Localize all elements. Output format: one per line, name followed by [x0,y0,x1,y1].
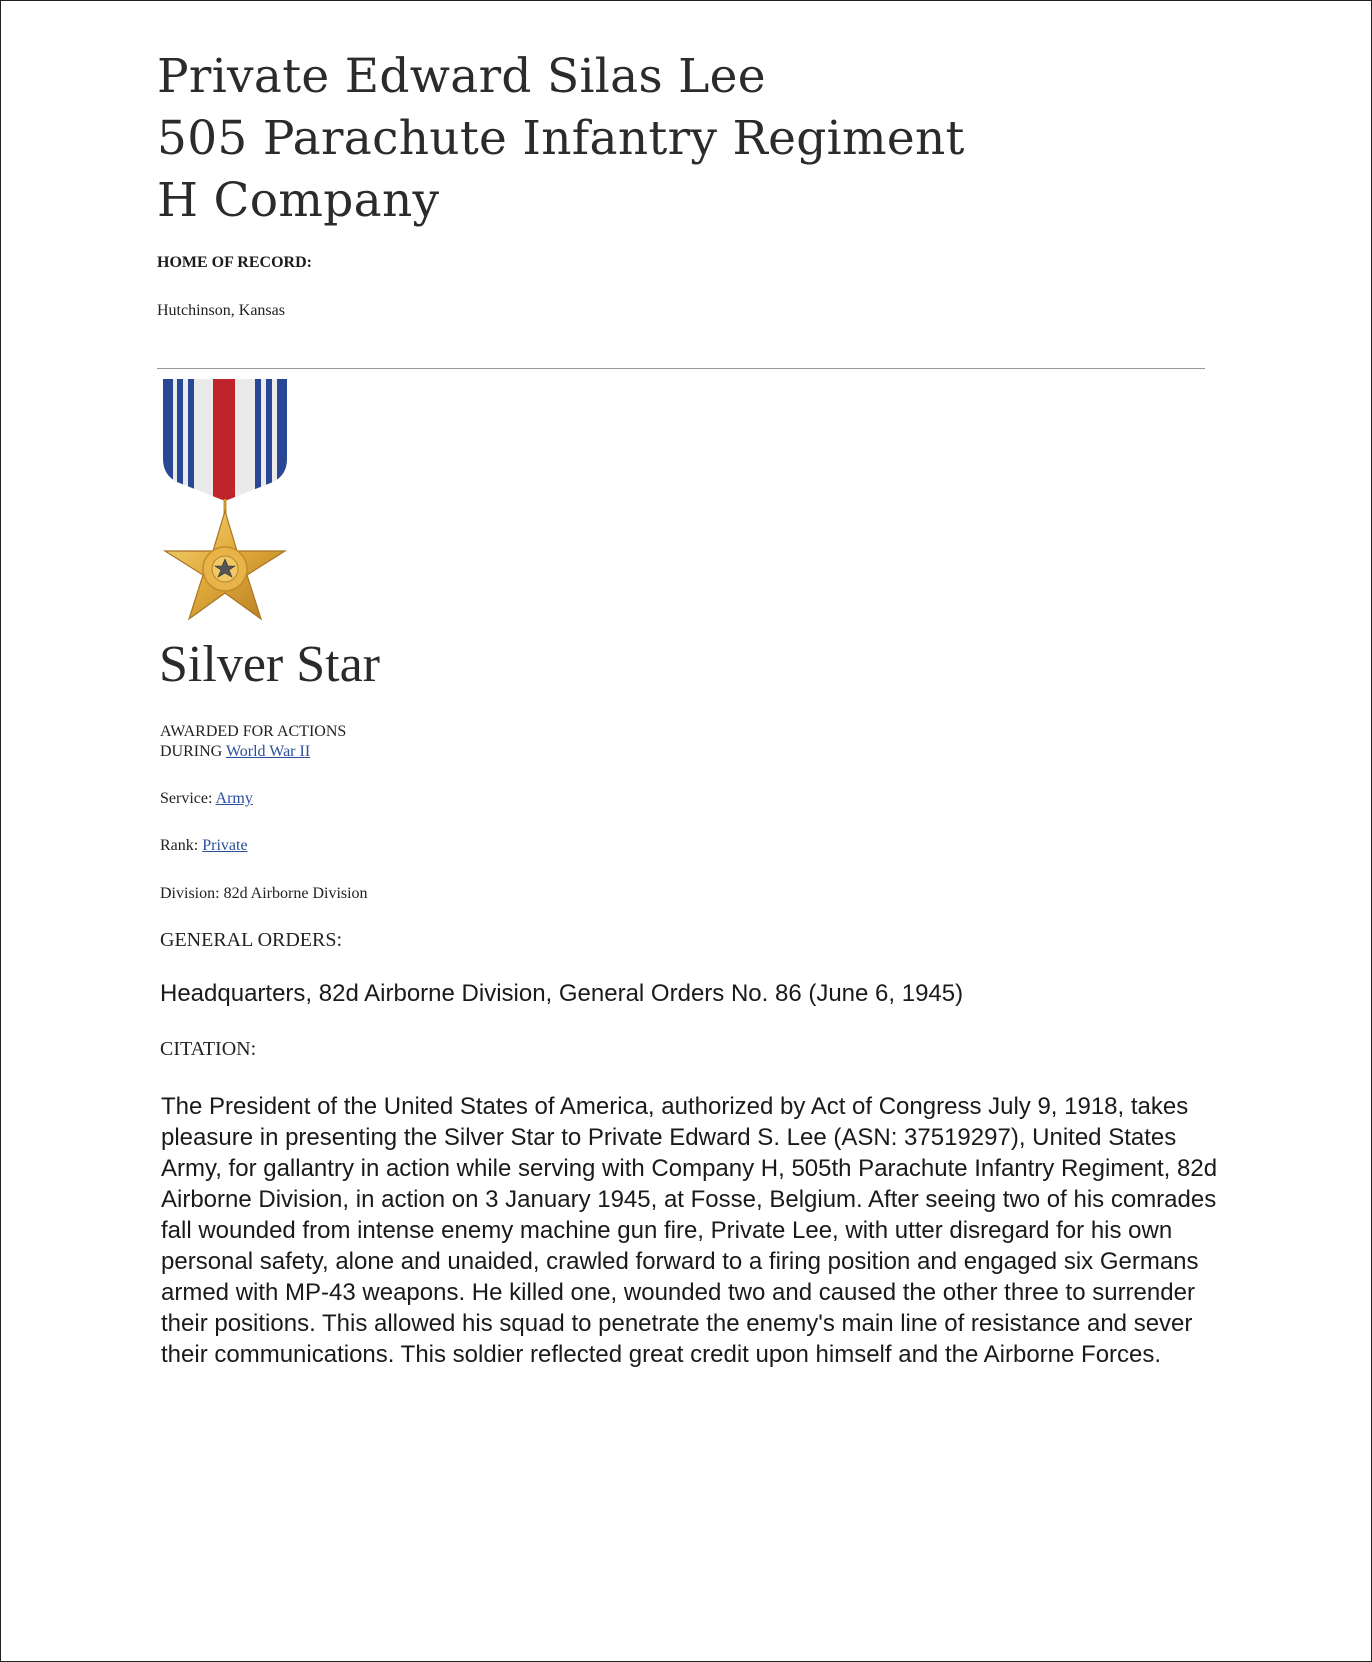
citation-text: The President of the United States of America, authorized by Act of Congress July 9, 1918, takes pleasure in presenting the Silver Star to Private Edward S. Lee (ASN: 37519297), United States Army, for gallantry in action while serving with Company H, 505th Parachute Infantry Regiment, 82d Airborne Division, in action on 3 January 1945, at Fosse, Belgium. After seeing two of his comrades fall wounded from intense enemy machine gun fire, Private Lee, with utter disregard for his own personal safety, alone and unaided, crawled forward to a firing position and engaged six Germans armed with MP-43 weapons. He killed one, wounded two and caused the other three to surrender their positions. This allowed his squad to penetrate the enemy's main line of resistance and sever their communications. This soldier reflected great credit upon himself and the Airborne Forces. [161,1093,1218,1368]
general-orders-label: GENERAL ORDERS: [160,929,343,951]
award-title: Silver Star [159,636,380,693]
home-of-record-label: HOME OF RECORD: [157,254,312,271]
awarded-for-actions [160,722,1217,762]
document-content [157,46,1217,1370]
rank-row [160,837,1217,855]
division-row [160,885,1217,903]
header-block [157,46,1217,232]
world-war-ii-link[interactable]: World War II [225,743,311,760]
home-of-record-value: Hutchinson, Kansas [157,302,285,319]
rank-label: Rank: [160,837,199,854]
general-orders-text: Headquarters, 82d Airborne Division, General Orders No. 86 (June 6, 1945) [160,980,964,1007]
soldier-name: Private Edward Silas Lee [157,49,766,104]
service-row [160,790,1217,808]
division-label: Division: [160,885,220,902]
regiment-name: 505 Parachute Infantry Regiment [157,111,965,166]
division-value: 82d Airborne Division [223,885,368,902]
silver-star-medal-icon [161,379,289,634]
awarded-line-1: AWARDED FOR ACTIONS [160,723,347,740]
awarded-line-2 [160,742,1217,762]
awarded-prefix: DURING [160,743,223,760]
ribbon [161,379,289,509]
private-link[interactable]: Private [202,837,248,854]
service-label: Service: [160,790,213,807]
section-divider [157,368,1205,369]
company-name: H Company [157,173,440,228]
citation-label: CITATION: [160,1038,257,1060]
army-link[interactable]: Army [215,790,253,807]
